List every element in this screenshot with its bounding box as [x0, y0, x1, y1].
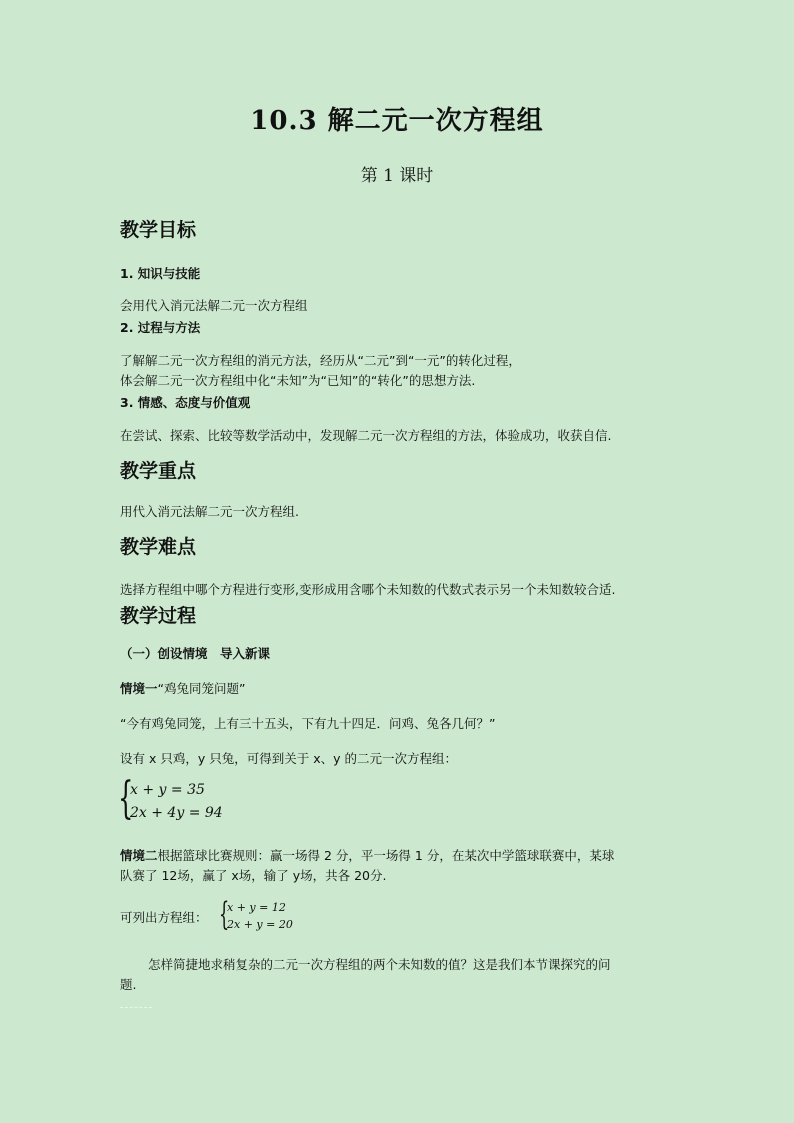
case-1-line [120, 679, 245, 699]
objective-label-1: 1. 知识与技能 [120, 266, 201, 281]
objective-text-2a: 了解解二元一次方程组的消元方法，经历从“二元”到“一元”的转化过程， [120, 353, 521, 368]
process-step-1: （一）创设情境 导入新课 [120, 646, 271, 661]
left-brace-icon: { [118, 773, 134, 824]
case-2-text1: 根据篮球比赛规则：赢一场得 2 分，平一场得 1 分，在某次中学篮球联赛中，某球 [157, 848, 615, 863]
case-1-quote: “今有鸡兔同笼，上有三十五头，下有九十四足．问鸡、兔各几何？” [120, 716, 496, 731]
case-2-text2: 队赛了 12场，赢了 x场，输了 y场，共各 20分. [120, 868, 387, 883]
key-point-heading: 教学重点 [120, 460, 197, 482]
key-point-text: 用代入消元法解二元一次方程组. [120, 504, 299, 519]
objective-text-1: 会用代入消元法解二元一次方程组 [120, 298, 308, 313]
system-label: 可列出方程组： [120, 910, 208, 925]
difficulty-heading: 教学难点 [120, 536, 197, 558]
equation-2b: 2x + y = 20 [227, 918, 293, 931]
process-heading: 教学过程 [120, 605, 197, 627]
lesson-period: 第 1 课时 [360, 166, 434, 186]
question-line2: 题. [120, 977, 137, 992]
footer-divider [120, 1007, 152, 1008]
equation-system-2 [219, 895, 309, 935]
equation-1b: 2x + 4y = 94 [130, 805, 223, 821]
case-2-label: 情境二 [120, 848, 158, 863]
case-1-setup: 设有 x 只鸡，y 只兔，可得到关于 x、y 的二元一次方程组： [120, 751, 457, 766]
equation-1a: x + y = 35 [130, 782, 205, 798]
document-title: 10.3 解二元一次方程组 [250, 106, 544, 136]
case-1-label: 情境一 [120, 681, 158, 696]
objective-text-2b: 体会解二元一次方程组中化“未知”为“已知”的“转化”的思想方法. [120, 373, 476, 388]
left-brace-icon: { [219, 895, 230, 933]
question-line1: 怎样简捷地求稍复杂的二元一次方程组的两个未知数的值？这是我们本节课探究的问 [148, 957, 611, 972]
equation-2a: x + y = 12 [227, 901, 286, 914]
objective-label-2: 2. 过程与方法 [120, 320, 201, 335]
difficulty-text: 选择方程组中哪个方程进行变形,变形成用含哪个未知数的代数式表示另一个未知数较合适. [120, 582, 616, 597]
case-2-line1 [120, 846, 614, 866]
objective-label-3: 3. 情感、态度与价值观 [120, 395, 251, 410]
case-1-title: “鸡兔同笼问题” [157, 681, 246, 696]
objectives-heading: 教学目标 [120, 219, 197, 241]
equation-system-1 [118, 773, 238, 827]
objective-text-3: 在尝试、探索、比较等数学活动中，发现解二元一次方程组的方法，体验成功，收获自信. [120, 428, 612, 443]
